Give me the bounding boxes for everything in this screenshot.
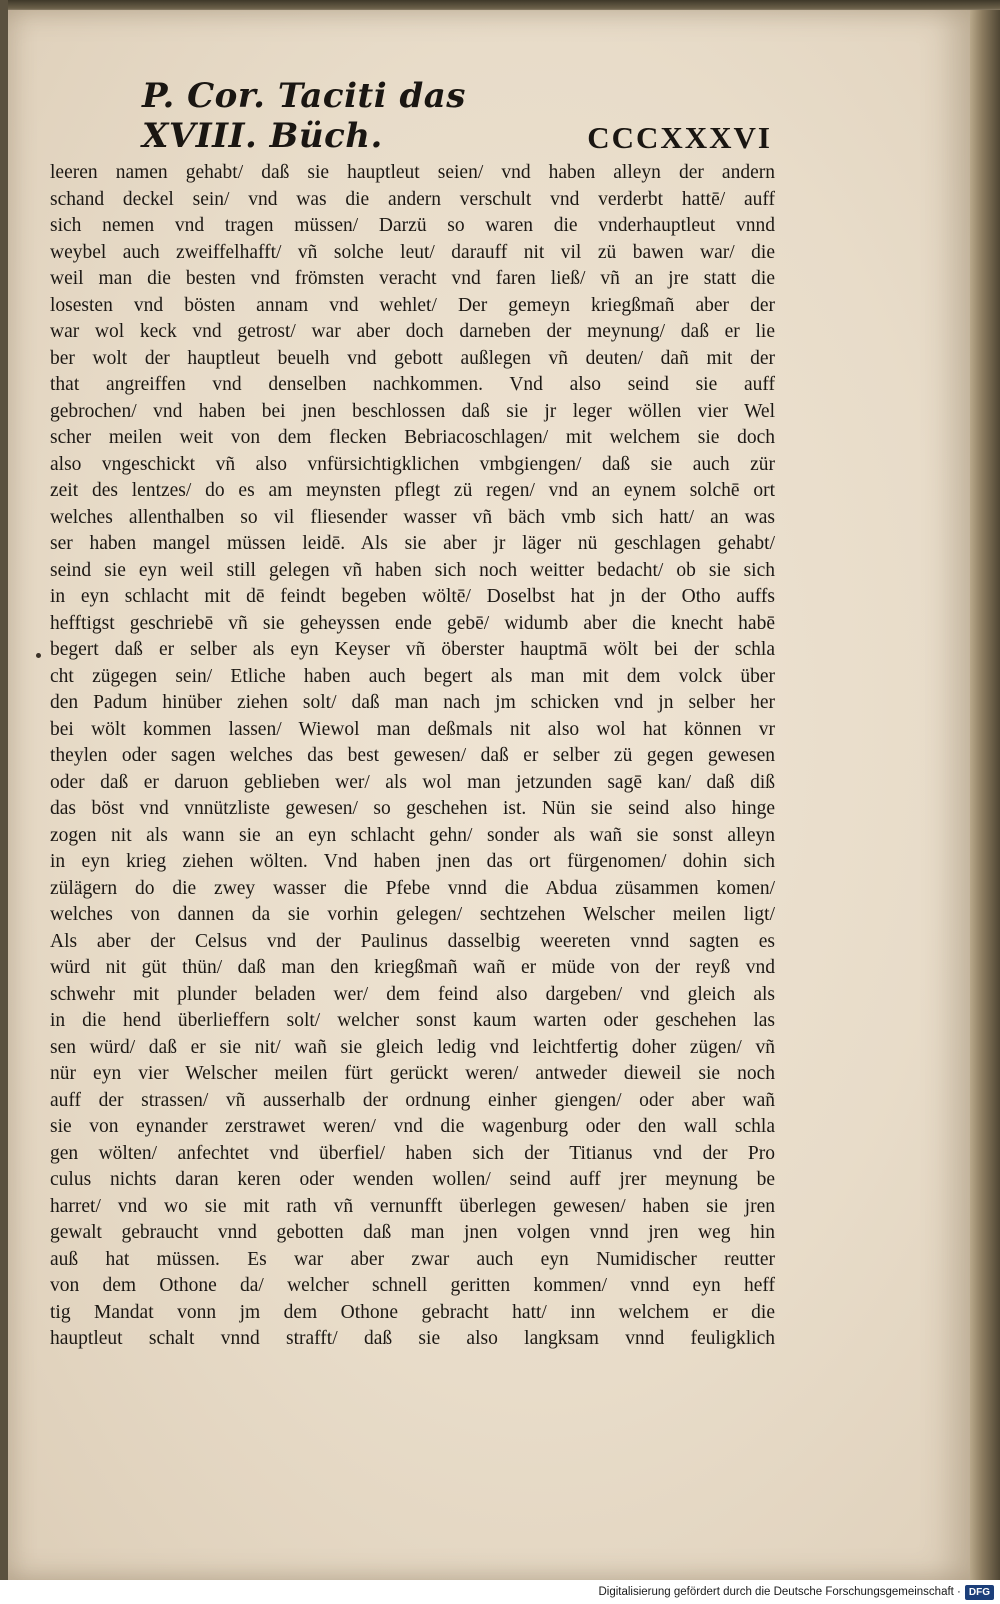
text-line: zogen nit als wann sie an eyn schlacht gehn/ sonder als wañ sie sonst alleyn	[50, 824, 775, 846]
text-line: welches allenthalben so vil fliesender wasser vñ bäch vmb sich hatt/ an was	[50, 506, 775, 528]
text-line: scher meilen weit von dem flecken Bebriacoschlagen/ mit welchem sie doch	[50, 427, 775, 448]
book-spine-edge	[970, 10, 1000, 1580]
text-line: begert daß er selber als eyn Keyser vñ öberster hauptmā wölt bei der schla	[50, 639, 775, 660]
text-line: auff der strassen/ vñ ausserhalb der ordnung einher giengen/ oder aber wañ	[50, 1089, 775, 1111]
text-line: bei wölt kommen lassen/ Wiewol man deßmals nit also wol hat können vr	[50, 718, 775, 740]
running-header	[142, 76, 772, 156]
text-line: gen wölten/ anfechtet vnd überfiel/ haben sich der Titianus vnd der Pro	[50, 1142, 775, 1164]
text-line: also vngeschickt vñ also vnfürsichtigklichen vmbgiengen/ daß sie auch zür	[50, 453, 775, 475]
text-line: seind sie eyn weil still gelegen vñ haben sich noch weitter bedacht/ ob sie sich	[50, 559, 775, 581]
digitization-footer	[0, 1580, 1000, 1604]
text-line: war wol keck vnd getrost/ war aber doch darneben der meynung/ daß er lie	[50, 321, 775, 342]
text-line: sich nemen vnd tragen müssen/ Darzü so waren die vnderhauptleut vnnd	[50, 215, 775, 236]
running-title: P. Cor. Taciti das XVIII. Büch.	[142, 76, 466, 156]
text-line: nür eyn vier Welscher meilen fürt gerückt weren/ antweder dieweil sie noch	[50, 1063, 775, 1084]
text-line: in eyn krieg ziehen wölten. Vnd haben jnen das ort fürgenomen/ dohin sich	[50, 851, 775, 872]
text-line: hauptleut schalt vnnd strafft/ daß sie also langksam vnnd feuligklich	[50, 1328, 775, 1349]
text-line: sen würd/ daß er sie nit/ wañ sie gleich ledig vnd leichtfertig doher zügen/ vñ	[50, 1036, 775, 1058]
text-line: in eyn schlacht mit dē feindt begeben wöltē/ Doselbst hat jn der Otho auffs	[50, 586, 775, 607]
text-line: leeren namen gehabt/ daß sie hauptleut seien/ vnd haben alleyn der andern	[50, 162, 775, 183]
folio-number: CCCXXXVI	[587, 120, 772, 155]
text-line: welches von dannen da sie vorhin gelegen/ sechtzehen Welscher meilen ligt/	[50, 904, 775, 925]
text-line: schwehr mit plunder beladen wer/ dem feind also dargeben/ vnd gleich als	[50, 983, 775, 1005]
text-line: sie von eynander zerstrawet weren/ vnd die wagenburg oder den wall schla	[50, 1116, 775, 1137]
text-line: hefftigst geschriebē vñ sie geheyssen ende gebē/ widumb aber die knecht habē	[50, 612, 775, 634]
dfg-logo: DFG	[965, 1585, 994, 1600]
funding-credit: Digitalisierung gefördert durch die Deutsche Forschungsgemeinschaft ·	[598, 1586, 961, 1598]
text-line: weil man die besten vnd frömsten veracht vnd faren ließ/ vñ an jre statt die	[50, 268, 775, 289]
text-line: in die hend überlieffern solt/ welcher sonst kaum warten oder geschehen las	[50, 1010, 775, 1031]
margin-ink-mark	[36, 653, 41, 658]
text-line: den Padum hinüber ziehen solt/ daß man nach jm schicken vnd jn selber her	[50, 692, 775, 713]
text-line: ser haben mangel müssen leidē. Als sie aber jr läger nü geschlagen gehabt/	[50, 533, 775, 554]
text-line: harret/ vnd wo sie mit rath vñ vernunfft überlegen gewesen/ haben sie jren	[50, 1195, 775, 1217]
text-line: ber wolt der hauptleut beuelh vnd gebott außlegen vñ deuten/ dañ mit der	[50, 347, 775, 369]
text-line: losesten vnd bösten annam vnd wehlet/ Der gemeyn kriegßmañ aber der	[50, 294, 775, 316]
text-line: theylen oder sagen welches das best gewesen/ daß er selber zü gegen gewesen	[50, 745, 775, 766]
text-line: oder daß er daruon geblieben wer/ als wol man jetzunden sagē kan/ daß diß	[50, 771, 775, 793]
text-line: gewalt gebraucht vnnd gebotten daß man jnen volgen vnnd jren weg hin	[50, 1222, 775, 1243]
text-line: cht zügegen sein/ Etliche haben auch begert als man mit dem volck über	[50, 665, 775, 687]
text-line: tig Mandat vonn jm dem Othone gebracht hatt/ inn welchem er die	[50, 1301, 775, 1323]
body-text	[50, 160, 775, 1353]
text-line: culus nichts daran keren oder wenden wollen/ seind auff jrer meynung be	[50, 1169, 775, 1190]
text-line: schand deckel sein/ vnd was die andern verschult vnd verderbt hattē/ auff	[50, 188, 775, 210]
text-line: von dem Othone da/ welcher schnell geritten kommen/ vnnd eyn heff	[50, 1275, 775, 1296]
text-line: gebrochen/ vnd haben bei jnen beschlossen daß sie jr leger wöllen vier Wel	[50, 400, 775, 422]
text-line: Als aber der Celsus vnd der Paulinus dasselbig weereten vnnd sagten es	[50, 930, 775, 952]
text-line: zülägern do die zwey wasser die Pfebe vnnd die Abdua züsammen komen/	[50, 877, 775, 899]
text-line: das böst vnd vnnützliste gewesen/ so geschehen ist. Nün sie seind also hinge	[50, 798, 775, 819]
text-line: that angreiffen vnd denselben nachkommen. Vnd also seind sie auff	[50, 374, 775, 395]
text-line: weybel auch zweiffelhafft/ vñ solche leut/ darauff nit vil zü bawen war/ die	[50, 241, 775, 263]
text-line: auß hat müssen. Es war aber zwar auch eyn Numidischer reutter	[50, 1248, 775, 1270]
text-line: zeit des lentzes/ do es am meynsten pflegt zü regen/ vnd an eynem solchē ort	[50, 480, 775, 501]
text-line: würd nit güt thün/ daß man den kriegßmañ wañ er müde von der reyß vnd	[50, 957, 775, 978]
